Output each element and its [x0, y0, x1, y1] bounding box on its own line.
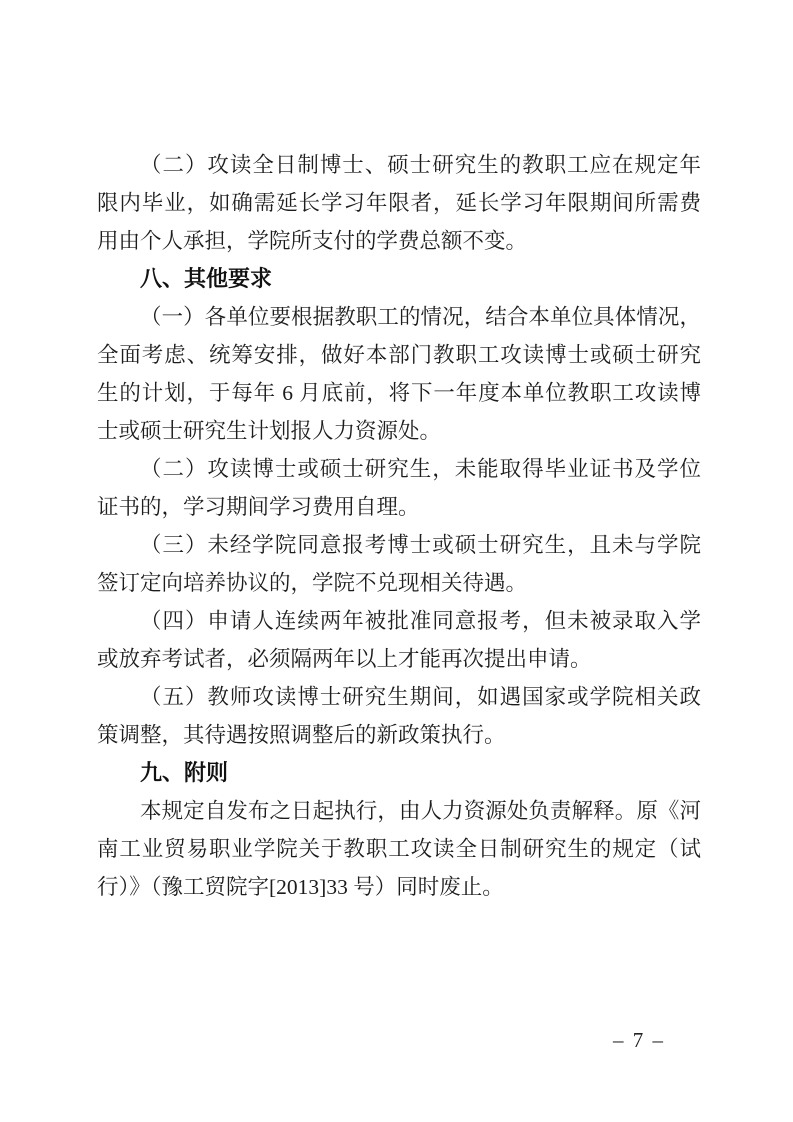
document-body — [97, 146, 701, 906]
text-line: 用由个人承担，学院所支付的学费总额不变。 — [97, 229, 528, 253]
text-line: 证书的，学习期间学习费用自理。 — [97, 495, 420, 519]
text-line: （二）攻读全日制博士、硕士研究生的教职工应在规定年 — [140, 153, 701, 177]
text-line: 策调整，其待遇按照调整后的新政策执行。 — [97, 723, 506, 747]
text-line: 或放弃考试者，必须隔两年以上才能再次提出申请。 — [97, 647, 592, 671]
text-line: 士或硕士研究生计划报人力资源处。 — [97, 419, 442, 443]
text-line: （二）攻读博士或硕士研究生，未能取得毕业证书及学位 — [140, 457, 701, 481]
page-number: – 7 – — [613, 1028, 665, 1052]
section-heading-8: 八、其他要求 — [140, 266, 273, 291]
text-line: 南工业贸易职业学院关于教职工攻读全日制研究生的规定（试 — [97, 837, 701, 861]
text-line: 行）》（豫工贸院字[2013]33 号）同时废止。 — [97, 875, 504, 899]
text-line: （一）各单位要根据教职工的情况，结合本单位具体情况， — [140, 305, 701, 329]
text-line: 限内毕业，如确需延长学习年限者，延长学习年限期间所需费 — [97, 191, 701, 215]
text-line: （五）教师攻读博士研究生期间，如遇国家或学院相关政 — [140, 685, 701, 709]
text-line: 全面考虑、统筹安排，做好本部门教职工攻读博士或硕士研究 — [97, 343, 701, 367]
text-line: （三）未经学院同意报考博士或硕士研究生，且未与学院 — [140, 533, 701, 557]
text-line: 生的计划，于每年 6 月底前，将下一年度本单位教职工攻读博 — [97, 381, 701, 405]
text-line: 签订定向培养协议的，学院不兑现相关待遇。 — [97, 571, 528, 595]
text-line: （四）申请人连续两年被批准同意报考，但未被录取入学 — [140, 609, 701, 633]
section-heading-9: 九、附则 — [140, 760, 229, 785]
text-line: 本规定自发布之日起执行，由人力资源处负责解释。原《河 — [140, 799, 701, 823]
